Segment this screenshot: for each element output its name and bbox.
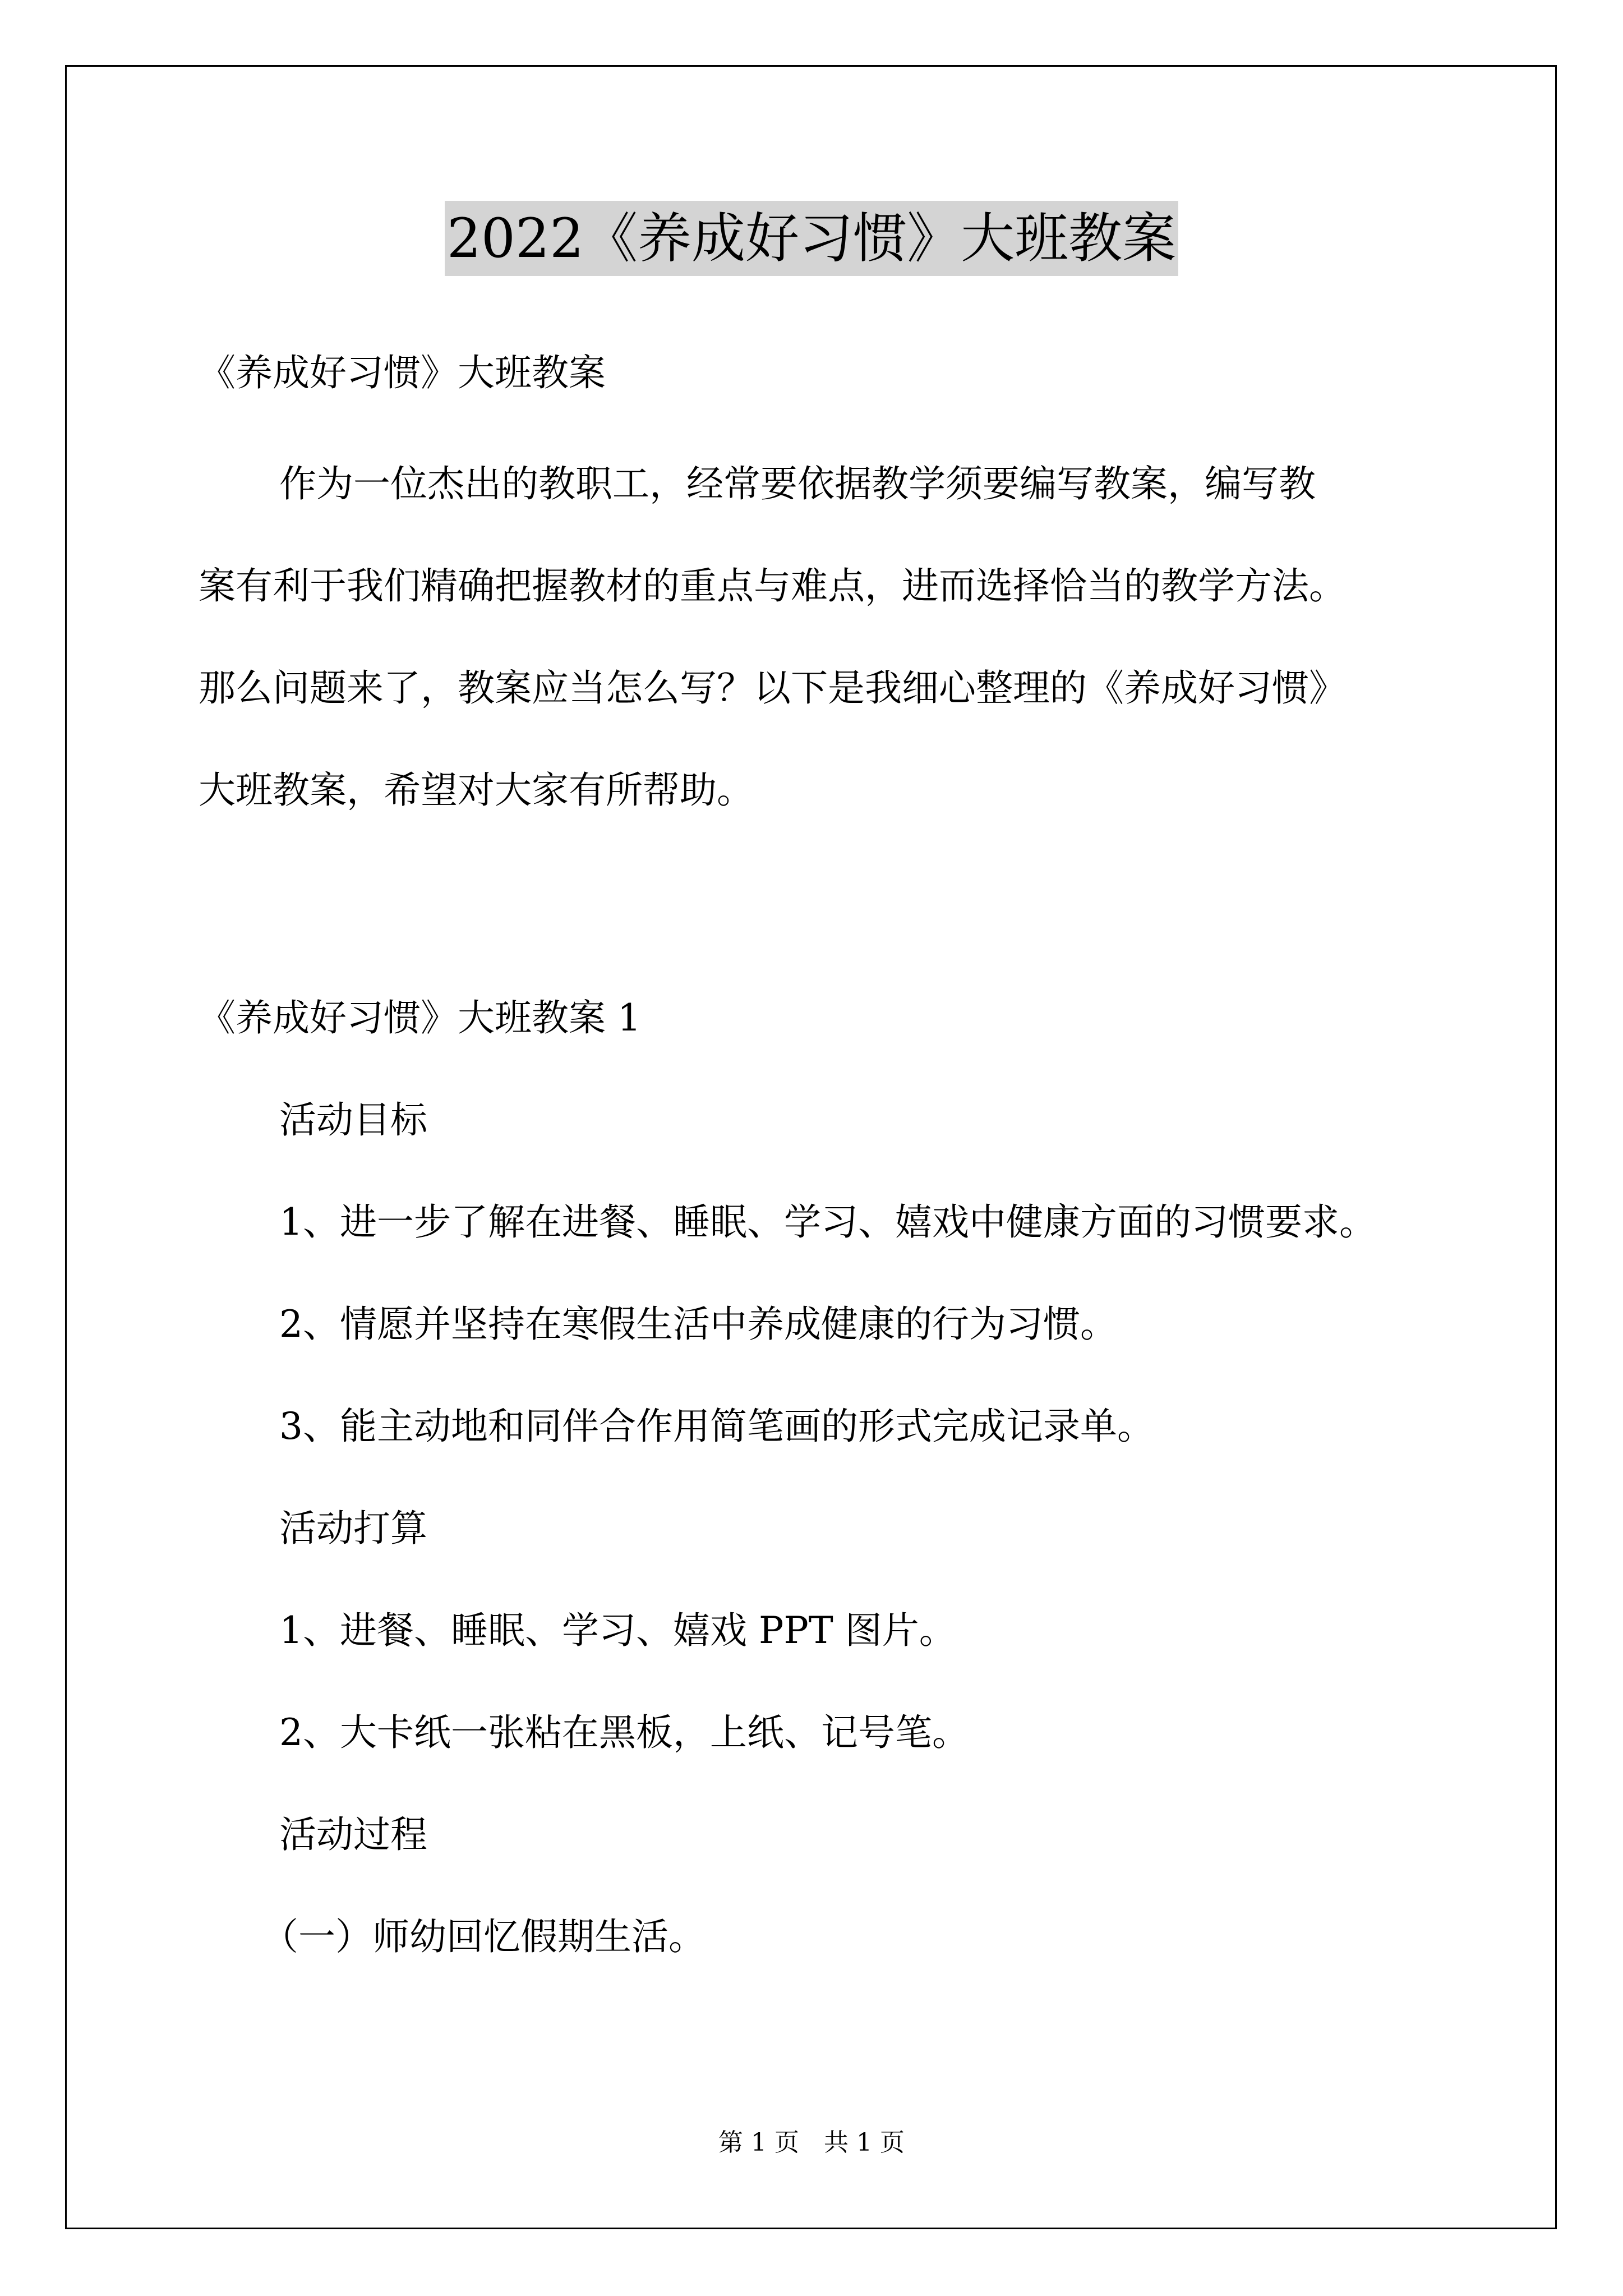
prep-item-1: 1、进餐、睡眠、学习、嬉戏 PPT 图片。: [279, 1609, 956, 1652]
process-heading: 活动过程: [279, 1813, 427, 1856]
goal-item-1: 1、进一步了解在进餐、睡眠、学习、嬉戏中健康方面的习惯要求。: [279, 1200, 1376, 1244]
title-block: [0, 201, 1623, 276]
page-footer: 第 1 页 共 1 页: [718, 2128, 905, 2157]
prep-heading: 活动打算: [279, 1507, 427, 1550]
goal-item-2: 2、情愿并坚持在寒假生活中养成健康的行为习惯。: [279, 1303, 1117, 1346]
process-item-1: （一）师幼回忆假期生活。: [261, 1915, 706, 1958]
intro-line-2: 案有利于我们精确把握教材的重点与难点，进而选择恰当的教学方法。: [199, 564, 1346, 608]
prep-item-2: 2、大卡纸一张粘在黑板，上纸、记号笔。: [279, 1711, 969, 1754]
section-heading: 《养成好习惯》大班教案 1: [199, 996, 641, 1039]
subtitle: 《养成好习惯》大班教案: [199, 351, 606, 394]
intro-line-1: 作为一位杰出的教职工，经常要依据教学须要编写教案，编写教: [279, 462, 1316, 505]
intro-line-4: 大班教案，希望对大家有所帮助。: [199, 769, 754, 812]
intro-line-3: 那么问题来了，教案应当怎么写？以下是我细心整理的《养成好习惯》: [199, 666, 1346, 710]
goal-item-3: 3、能主动地和同伴合作用简笔画的形式完成记录单。: [279, 1405, 1154, 1448]
goals-heading: 活动目标: [279, 1098, 427, 1142]
document-title: 2022《养成好习惯》大班教案: [445, 201, 1178, 276]
